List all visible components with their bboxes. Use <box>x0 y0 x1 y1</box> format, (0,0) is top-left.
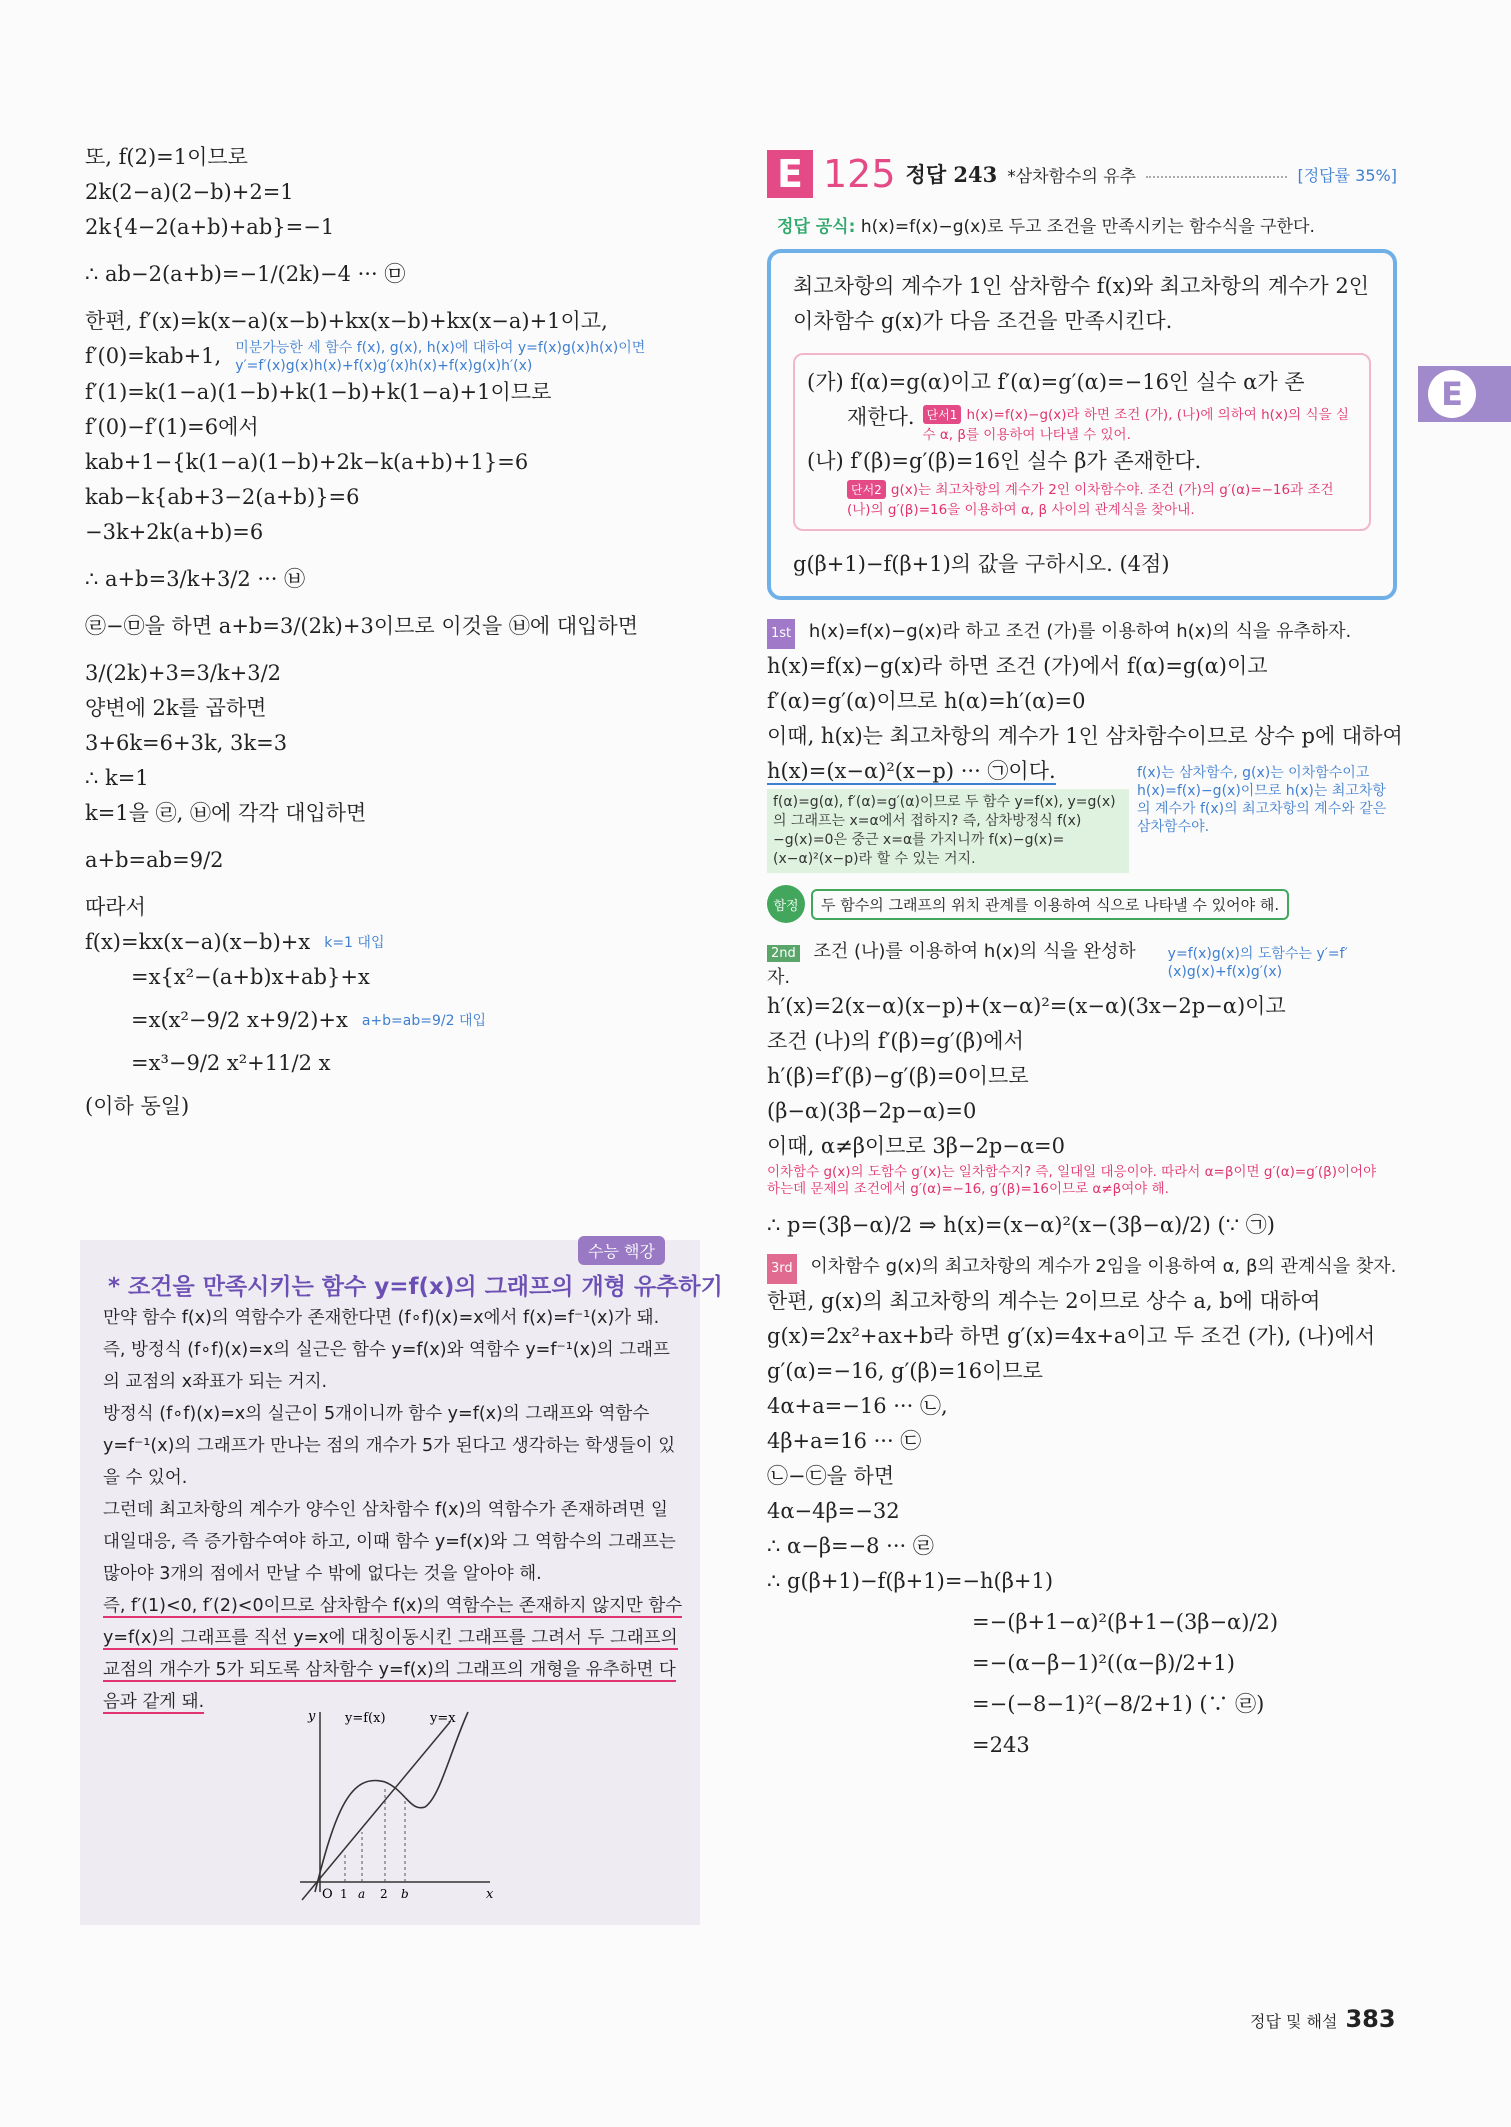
left-line: ㉣−㉤을 하면 a+b=3/(2k)+3이므로 이것을 ㉥에 대입하면 <box>85 614 638 638</box>
y-eq-x-line <box>302 1722 450 1900</box>
solution-line: 4α−4β=−32 <box>767 1499 900 1523</box>
k1-note: k=1 대입 <box>324 934 385 951</box>
cubic-note: f(x)는 삼차함수, g(x)는 이차함수이고 h(x)=f(x)−g(x)이므로 h(x)는 최고차항의 계수가 f(x)의 최고차항의 계수와 같은 삼차함수야. <box>1137 765 1387 835</box>
trap-text: 두 함수의 그래프의 위치 관계를 이용하여 식으로 나타낼 수 있어야 해. <box>811 889 1289 920</box>
condition-a-cont: 재한다. <box>847 405 915 429</box>
side-tab-letter: E <box>1428 370 1476 418</box>
solution-line: ㉡−㉢을 하면 <box>767 1464 895 1488</box>
footer-label: 정답 및 해설 <box>1250 2012 1338 2031</box>
solution-line <box>767 754 1127 789</box>
conditions-box <box>793 353 1371 531</box>
solution-line: (β−α)(3β−2p−α)=0 <box>767 1099 977 1123</box>
solution-line: =−(−8−1)²(−8/2+1) (∵ ㉣) <box>972 1692 1265 1716</box>
left-line: ∴ k=1 <box>85 766 149 790</box>
problem-box <box>767 249 1397 600</box>
left-line: a+b=ab=9/2 <box>85 848 224 872</box>
tip-badge: 수능 핵강 <box>578 1236 665 1265</box>
left-line: ∴ a+b=3/k+3/2 ··· ㉥ <box>85 567 306 591</box>
formula-label: 정답 공식: <box>777 217 856 237</box>
solution-line: 4α+a=−16 ··· ㉡, <box>767 1394 948 1418</box>
left-line: −3k+2k(a+b)=6 <box>85 520 264 544</box>
solution-line: ∴ g(β+1)−f(β+1)=−h(β+1) <box>767 1569 1054 1593</box>
problem-question: g(β+1)−f(β+1)의 값을 구하시오. (4점) <box>793 552 1170 576</box>
solution-line: ∴ α−β=−8 ··· ㉣ <box>767 1534 934 1558</box>
side-tab <box>1418 366 1511 422</box>
step2-title: 조건 (나)를 이용하여 h(x)의 식을 완성하자. <box>767 941 1136 988</box>
tick-label: 1 <box>340 1887 348 1901</box>
left-line: kab+1−{k(1−a)(1−b)+2k−k(a+b)+1}=6 <box>85 450 529 474</box>
ab-note: a+b=ab=9/2 대입 <box>361 1012 486 1029</box>
step3-heading <box>767 1253 1397 1284</box>
right-column <box>767 148 1403 1763</box>
accuracy-rate: [정답률 35%] <box>1297 165 1397 185</box>
hint2-text: g(x)는 최고차항의 계수가 2인 이차함수야. 조건 (가)의 g′(α)=−16과 조건 (나)의 g′(β)=16을 이용하여 α, β 사이의 관계식을 찾아내. <box>847 482 1334 518</box>
curve-label: y=f(x) <box>345 1711 386 1726</box>
left-line: 양변에 2k를 곱하면 <box>85 696 267 720</box>
green-note: f(α)=g(α), f′(α)=g′(α)이므로 두 함수 y=f(x), y=g(x)의 그래프는 x=α에서 접하지? 즉, 삼차방정식 f(x)−g(x)=0은 중근 x=α를 가지니까 f(x)−g(x)=(x−α)²(x−p)라 할 수 있는 거지. <box>767 789 1129 873</box>
left-line: 또, f(2)=1이므로 <box>85 145 248 169</box>
solution-line: g′(α)=−16, g′(β)=16이므로 <box>767 1359 1043 1383</box>
tip-paragraph: 만약 함수 f(x)의 역함수가 존재한다면 (f∘f)(x)=x에서 f(x)=f⁻¹(x)가 돼. 즉, 방정식 (f∘f)(x)=x의 실근은 함수 y=f(x)와 역함수 y=f⁻¹(x)의 그래프의 교점의 x좌표가 되는 거지. <box>103 1308 670 1392</box>
trap-badge: 함정 <box>767 885 805 923</box>
condition-b: (나) f′(β)=g′(β)=16인 실수 β가 존재한다. <box>807 449 1202 473</box>
left-column <box>85 140 685 1124</box>
problem-number: 125 <box>823 152 896 196</box>
f-curve <box>315 1712 468 1892</box>
tick-label: 2 <box>380 1887 388 1901</box>
solution-line: h′(β)=f′(β)−g′(β)=0이므로 <box>767 1064 1029 1088</box>
step1-title: h(x)=f(x)−g(x)라 하고 조건 (가)를 이용하여 h(x)의 식을 유추하자. <box>808 621 1352 642</box>
problem-header <box>767 148 1397 200</box>
hint2-tag: 단서2 <box>847 480 886 499</box>
step3-title: 이차함수 g(x)의 최고차항의 계수가 2임을 이용하여 α, β의 관계식을 찾자. <box>810 1256 1397 1277</box>
x-axis-label: x <box>486 1887 494 1902</box>
tip-underlined: 즉, f′(1)<0, f′(2)<0이므로 삼차함수 f(x)의 역함수는 존재하지 않지만 함수 y=f(x)의 그래프를 직선 y=x에 대칭이동시킨 그래프를 그려서 두 그래프의 교점의 개수가 5가 되도록 삼차함수 y=f(x)의 그래프의 개형을 유추하면 다음과 같게 돼. <box>103 1596 683 1712</box>
left-line: 따라서 <box>85 895 146 919</box>
y-axis-label: y <box>308 1709 316 1724</box>
step2-heading <box>767 937 1158 989</box>
left-line: 한편, f′(x)=k(x−a)(x−b)+kx(x−b)+kx(x−a)+1이고, <box>85 309 608 333</box>
topic-label: *삼차함수의 유추 <box>1007 166 1137 187</box>
product-rule-note: 미분가능한 세 함수 f(x), g(x), h(x)에 대하여 y=f(x)g(x)h(x)이면 y′=f′(x)g(x)h(x)+f(x)g′(x)h(x)+f(x)g(x)h′(x) <box>235 340 646 374</box>
step1-badge: 1st <box>767 619 795 649</box>
problem-intro: 최고차항의 계수가 1인 삼차함수 f(x)와 최고차항의 계수가 2인 <box>793 274 1370 298</box>
section-box: E <box>767 150 813 198</box>
tip-body <box>103 1302 683 1718</box>
answer-formula <box>777 212 1397 237</box>
left-line: 3+6k=6+3k, 3k=3 <box>85 731 288 755</box>
page-number: 383 <box>1345 2005 1396 2033</box>
derivative-note: y=f(x)g(x)의 도함수는 y′=f′(x)g(x)+f(x)g′(x) <box>1167 946 1348 980</box>
page-footer <box>1250 2005 1396 2033</box>
left-line: f′(1)=k(1−a)(1−b)+k(1−b)+k(1−a)+1이므로 <box>85 380 552 404</box>
solution-line: g(x)=2x²+ax+b라 하면 g′(x)=4x+a이고 두 조건 (가), (나)에서 <box>767 1324 1376 1348</box>
hint1-tag: 단서1 <box>923 405 962 424</box>
left-line: =x³−9/2 x²+11/2 x <box>131 1051 331 1075</box>
left-line: f(x)=kx(x−a)(x−b)+x <box>85 930 311 954</box>
tip-paragraph: 그런데 최고차항의 계수가 양수인 삼차함수 f(x)의 역함수가 존재하려면 일대일대응, 즉 증가함수여야 하고, 이때 함수 y=f(x)와 그 역함수의 그래프는 많아야 3개의 점에서 만날 수 밖에 없다는 것을 알아야 해. <box>103 1500 676 1584</box>
alpha-beta-note: 이차함수 g(x)의 도함수 g′(x)는 일차함수지? 즉, 일대일 대응이야. 따라서 α=β이면 g′(α)=g′(β)이어야 하는데 문제의 조건에서 g′(α)=−16, g′(β)=16이므로 α≠β여야 해. <box>767 1164 1377 1197</box>
left-line: ∴ ab−2(a+b)=−1/(2k)−4 ··· ㉤ <box>85 262 406 286</box>
solution-line: 이때, α≠β이므로 3β−2p−α=0 <box>767 1134 1066 1158</box>
solution-line: 4β+a=16 ··· ㉢ <box>767 1429 922 1453</box>
trap-note <box>767 885 1397 923</box>
solution-line: h(x)=f(x)−g(x)라 하면 조건 (가)에서 f(α)=g(α)이고 <box>767 654 1268 678</box>
tick-label: b <box>401 1887 409 1901</box>
solution-line: f′(α)=g′(α)이므로 h(α)=h′(α)=0 <box>767 689 1086 713</box>
left-line: =x(x²−9/2 x+9/2)+x <box>131 1008 348 1032</box>
solution-line: 조건 (나)의 f′(β)=g′(β)에서 <box>767 1029 1024 1053</box>
h-form-underline: h(x)=(x−α)²(x−p) ··· ㉠이다. <box>767 759 1056 783</box>
step2-badge: 2nd <box>767 945 800 962</box>
step3-badge: 3rd <box>767 1254 797 1284</box>
step1-heading <box>767 618 1397 649</box>
formula-text: h(x)=f(x)−g(x)로 두고 조건을 만족시키는 함수식을 구한다. <box>860 217 1315 237</box>
line-label: y=x <box>430 1711 456 1726</box>
solution-line: =−(β+1−α)²(β+1−(3β−α)/2) <box>972 1610 1279 1634</box>
hint1-text: h(x)=f(x)−g(x)라 하면 조건 (가), (나)에 의하여 h(x)의 식을 실수 α, β를 이용하여 나타낼 수 있어. <box>922 407 1349 443</box>
tip-title: * 조건을 만족시키는 함수 y=f(x)의 그래프의 개형 유추하기 <box>108 1274 723 1300</box>
solution-line: h′(x)=2(x−α)(x−p)+(x−α)²=(x−α)(3x−2p−α)이고 <box>767 994 1286 1018</box>
left-line: =x{x²−(a+b)x+ab}+x <box>131 965 370 989</box>
left-line: 3/(2k)+3=3/k+3/2 <box>85 661 282 685</box>
left-line: 2k{4−2(a+b)+ab}=−1 <box>85 215 335 239</box>
problem-intro: 이차함수 g(x)가 다음 조건을 만족시킨다. <box>793 309 1173 333</box>
left-line: 2k(2−a)(2−b)+2=1 <box>85 180 294 204</box>
solution-line: 한편, g(x)의 최고차항의 계수는 2이므로 상수 a, b에 대하여 <box>767 1289 1321 1313</box>
answer-label: 정답 243 <box>905 162 998 187</box>
left-line: f′(0)=kab+1, <box>85 344 222 368</box>
tip-paragraph: 방정식 (f∘f)(x)=x의 실근이 5개이니까 함수 y=f(x)의 그래프와 역함수 y=f⁻¹(x)의 그래프가 만나는 점의 개수가 5가 된다고 생각하는 학생들이 있을 수 있어. <box>103 1404 676 1488</box>
left-line: k=1을 ㉣, ㉥에 각각 대입하면 <box>85 801 367 825</box>
solution-line: =−(α−β−1)²((α−β)/2+1) <box>972 1651 1235 1675</box>
solution-line: 이때, h(x)는 최고차항의 계수가 1인 삼차함수이므로 상수 p에 대하여 <box>767 724 1403 748</box>
condition-a: (가) f(α)=g(α)이고 f′(α)=g′(α)=−16인 실수 α가 존 <box>807 370 1305 394</box>
left-line: f′(0)−f′(1)=6에서 <box>85 415 259 439</box>
left-line: kab−k{ab+3−2(a+b)}=6 <box>85 485 360 509</box>
solution-line: =243 <box>972 1733 1030 1757</box>
solution-line: ∴ p=(3β−α)/2 ⇒ h(x)=(x−α)²(x−(3β−α)/2) (∵ ㉠) <box>767 1213 1275 1237</box>
left-line: (이하 동일) <box>85 1094 190 1118</box>
tick-label: a <box>358 1887 366 1901</box>
cubic-graph <box>290 1702 500 1902</box>
leader-dots <box>1146 176 1287 178</box>
origin-label: O <box>322 1887 333 1902</box>
